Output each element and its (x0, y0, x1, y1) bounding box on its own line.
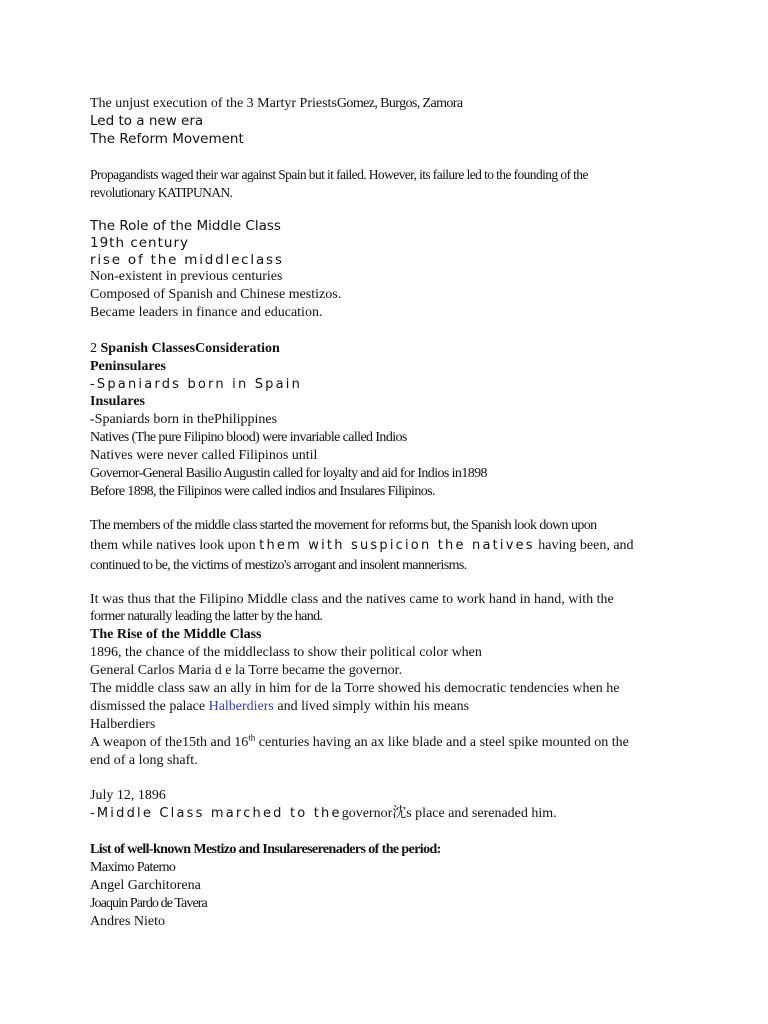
marched-line-end: governor沈s place and serenaded him. (341, 806, 557, 821)
spanish-classes-title: Spanish ClassesConsideration (100, 341, 280, 356)
suspicion-line-end: having been, and (534, 538, 634, 553)
middle-class-role-heading: The Role of the Middle Class (90, 218, 281, 234)
serenader-maximo-paterno: Maximo Paterno (90, 860, 176, 875)
insulares-heading: Insulares (90, 394, 145, 409)
serenader-joaquin-pardo: Joaquin Pardo de Tavera (90, 896, 207, 911)
long-shaft-line: end of a long shaft. (90, 753, 198, 768)
suspicion-line (90, 537, 634, 555)
century-line: 19th century (90, 235, 189, 251)
dismissed-line (90, 698, 469, 716)
ally-line: The middle class saw an ally in him for de la Torre showed his democratic tendencies when he (90, 681, 620, 696)
suspicion-line-spaced: them with suspicion the natives (259, 538, 535, 553)
natives-never-line: Natives were never called Filipinos until (90, 448, 318, 463)
members-middle-class-line: The members of the middle class started the movement for reforms but, the Spanish look down upon (90, 518, 597, 533)
marched-line-spaced: -Middle Class marched to the (90, 806, 342, 821)
martyr-names: Gomez, Burgos, Zamora (336, 96, 463, 111)
natives-indios-line: Natives (The pure Filipino blood) were invariable called Indios (90, 430, 407, 445)
weapon-line (90, 734, 629, 752)
halberdiers-term: Halberdiers (90, 717, 156, 732)
before-1898-line: Before 1898, the Filipinos were called indios and Insulares Filipinos. (90, 484, 435, 499)
serenaders-heading: List of well-known Mestizo and Insulareserenaders of the period: (90, 842, 441, 857)
general-torre-line: General Carlos Maria d e la Torre became the governor. (90, 663, 403, 678)
marched-line (90, 805, 557, 823)
martyr-priests-text: The unjust execution of the 3 Martyr Priests (90, 96, 337, 111)
ordinal-superscript: th (248, 732, 256, 743)
reform-movement-heading: The Reform Movement (90, 131, 244, 147)
weapon-line-end: centuries having an ax like blade and a steel spike mounted on the (255, 735, 629, 750)
july-date-line: July 12, 1896 (90, 788, 166, 803)
serenader-angel-garchitorena: Angel Garchitorena (90, 878, 201, 893)
peninsulares-definition: -Spaniards born in Spain (90, 377, 303, 392)
dismissed-line-end: and lived simply within his means (273, 699, 470, 714)
spanish-classes-heading (90, 340, 280, 358)
martyr-priests-line (90, 95, 462, 113)
rise-middleclass-line: rise of the middleclass (90, 252, 284, 268)
composed-line: Composed of Spanish and Chinese mestizos. (90, 287, 342, 302)
propagandists-line: Propagandists waged their war against Spain but it failed. However, its failure led to the founding of the (90, 167, 588, 182)
victims-line: continued to be, the victims of mestizo's arrogant and insolent mannerisms. (90, 558, 467, 573)
governor-augustin-line: Governor-General Basilio Augustin called for loyalty and aid for Indios in1898 (90, 466, 487, 481)
halberdiers-link[interactable]: Halberdiers (208, 699, 274, 714)
former-leading-line: former naturally leading the latter by the hand. (90, 609, 323, 624)
peninsulares-heading: Peninsulares (90, 359, 166, 374)
weapon-line-start: A weapon of the15th and 16 (90, 735, 249, 750)
insulares-definition: -Spaniards born in thePhilippines (90, 412, 278, 427)
suspicion-line-start: them while natives look upon (90, 538, 260, 553)
spanish-classes-number: 2 (90, 341, 101, 356)
katipunan-line: revolutionary KATIPUNAN. (90, 185, 233, 200)
non-existent-line: Non-existent in previous centuries (90, 269, 283, 284)
leaders-line: Became leaders in finance and education. (90, 305, 323, 320)
serenader-andres-nieto: Andres Nieto (90, 914, 166, 929)
new-era-line: Led to a new era (90, 113, 204, 129)
hand-in-hand-line: It was thus that the Filipino Middle class and the natives came to work hand in hand, with the (90, 592, 614, 607)
dismissed-line-start: dismissed the palace (90, 699, 209, 714)
chance-line: 1896, the chance of the middleclass to show their political color when (90, 645, 482, 660)
rise-middle-class-heading: The Rise of the Middle Class (90, 627, 262, 642)
